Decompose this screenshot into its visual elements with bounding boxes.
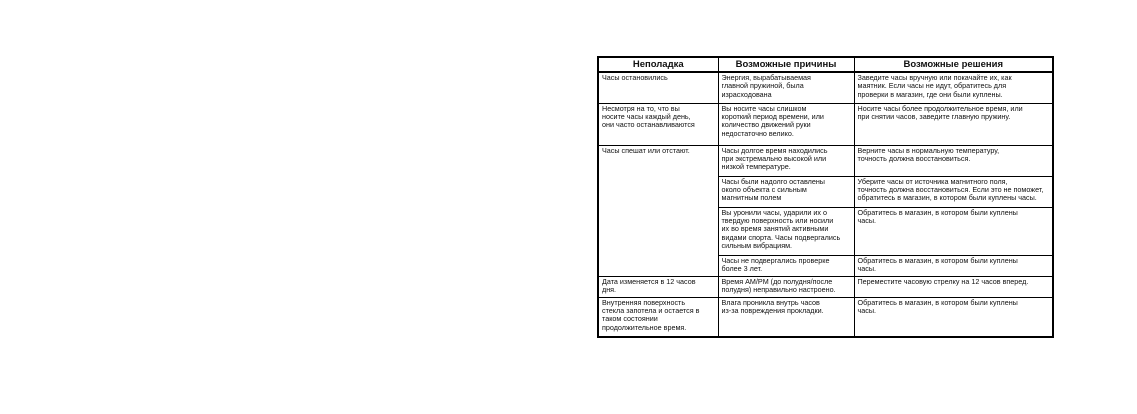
table-row — [598, 276, 1053, 297]
table-row — [598, 103, 1053, 145]
column-header-solutions: Возможные решения — [854, 57, 1053, 72]
problem-cell: Дата изменяется в 12 часов дня. — [598, 276, 718, 297]
cause-cell: Вы уронили часы, ударили их о твердую поверхность или носили их во время занятий активными видами спорта. Часы подвергались сильным вибрациям. — [718, 207, 854, 255]
table-header-row — [598, 57, 1053, 72]
solution-cell: Обратитесь в магазин, в котором были куплены часы. — [854, 255, 1053, 276]
cause-cell: Часы долгое время находились при экстремально высокой или низкой температуре. — [718, 145, 854, 176]
solution-cell: Обратитесь в магазин, в котором были куплены часы. — [854, 207, 1053, 255]
problem-cell: Несмотря на то, что вы носите часы каждый день, они часто останавливаются — [598, 103, 718, 145]
cause-cell: Влага проникла внутрь часов из-за повреждения прокладки. — [718, 297, 854, 337]
cause-cell: Вы носите часы слишком короткий период времени, или количество движений руки недостаточно велико. — [718, 103, 854, 145]
column-header-problem: Неполадка — [598, 57, 718, 72]
troubleshooting-table — [597, 56, 1054, 338]
table-row — [598, 297, 1053, 337]
cause-cell: Энергия, вырабатываемая главной пружиной, была израсходована — [718, 72, 854, 103]
table-row — [598, 72, 1053, 103]
cause-cell: Время AM/PM (до полудня/после полудня) неправильно настроено. — [718, 276, 854, 297]
solution-cell: Обратитесь в магазин, в котором были куплены часы. — [854, 297, 1053, 337]
solution-cell: Верните часы в нормальную температуру, точность должна восстановиться. — [854, 145, 1053, 176]
solution-cell: Заведите часы вручную или покачайте их, как маятник. Если часы не идут, обратитесь для проверки в магазин, где они были куплены. — [854, 72, 1053, 103]
column-header-causes: Возможные причины — [718, 57, 854, 72]
solution-cell: Переместите часовую стрелку на 12 часов вперед. — [854, 276, 1053, 297]
cause-cell: Часы не подвергались проверке более 3 лет. — [718, 255, 854, 276]
cause-cell: Часы были надолго оставлены около объекта с сильным магнитным полем — [718, 176, 854, 207]
problem-cell: Внутренняя поверхность стекла запотела и остается в таком состоянии продолжительное время. — [598, 297, 718, 337]
table-row — [598, 145, 1053, 176]
problem-cell: Часы остановились — [598, 72, 718, 103]
solution-cell: Носите часы более продолжительное время, или при снятии часов, заведите главную пружину. — [854, 103, 1053, 145]
solution-cell: Уберите часы от источника магнитного поля, точность должна восстановиться. Если это не поможет, обратитесь в магазин, в котором были куплены часы. — [854, 176, 1053, 207]
problem-cell: Часы спешат или отстают. — [598, 145, 718, 276]
